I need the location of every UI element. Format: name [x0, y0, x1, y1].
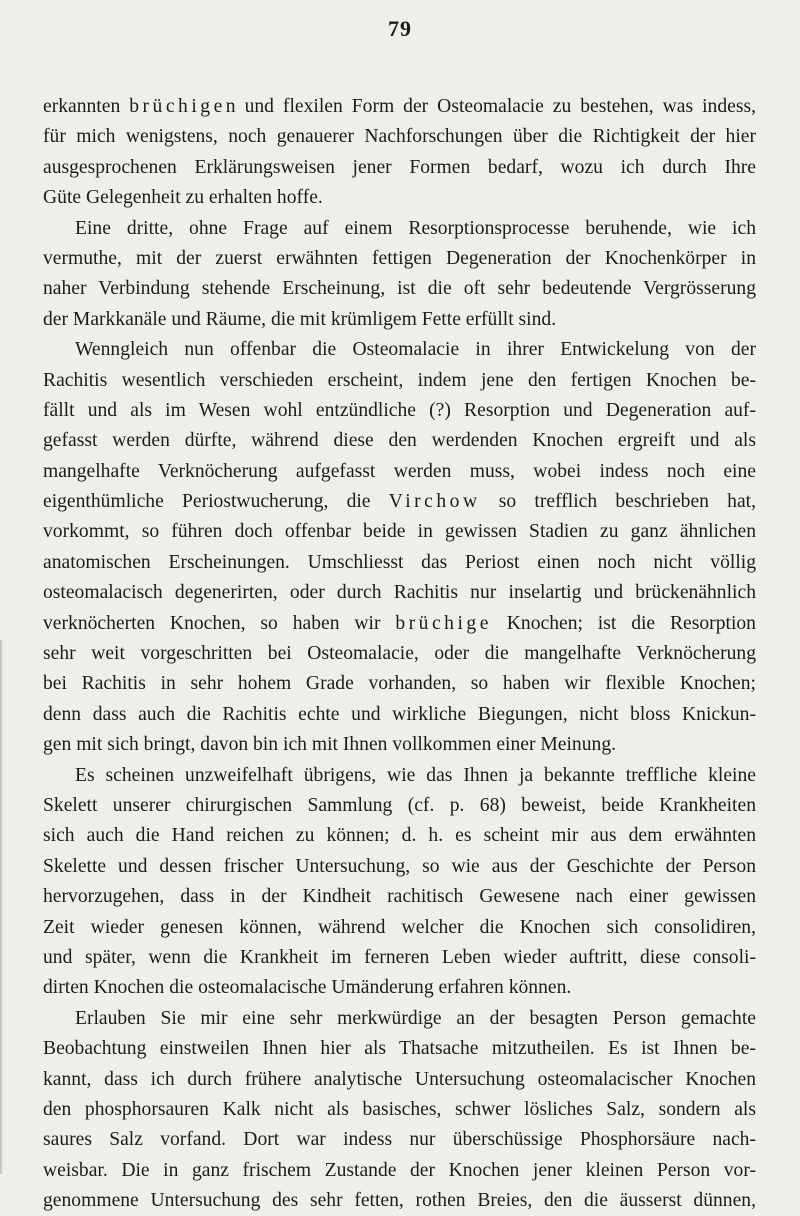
text-line: der Markkanäle und Räume, die mit krümligem Fette erfüllt sind.: [43, 308, 557, 330]
emphasized-word: Virchow: [388, 491, 481, 513]
text-line: kannt, dass ich durch frühere analytische Untersuchung osteomalacischer Knochen: [43, 1068, 756, 1090]
text-line: Eine dritte, ohne Frage auf einem Resorptionsprocesse beruhende, wie ich: [75, 217, 756, 239]
page-number: 79: [388, 16, 412, 41]
text-line: verknöcherten Knochen, so haben wir brüchige Knochen; ist die Resorption: [43, 612, 756, 634]
text-line: gefasst werden dürfte, während diese den werdenden Knochen ergreift und als: [43, 430, 756, 452]
text-line: genommene Untersuchung des sehr fetten, rothen Breies, den die äusserst dünnen,: [43, 1190, 756, 1212]
text-line: vermuthe, mit der zuerst erwähnten fettigen Degeneration der Knochenkörper in: [43, 247, 756, 269]
emphasized-word: brüchige: [395, 612, 492, 634]
text-line: naher Verbindung stehende Erscheinung, ist die oft sehr bedeutende Vergrösserung: [43, 278, 756, 300]
text-line: eigenthümliche Periostwucherung, die Virchow so trefflich beschrieben hat,: [43, 491, 756, 513]
text-line: vorkommt, so führen doch offenbar beide in gewissen Stadien zu ganz ähnlichen: [43, 521, 756, 543]
text-line: osteomalacisch degenerirten, oder durch Rachitis nur inselartig und brückenähnlich: [43, 582, 756, 604]
text-line: weisbar. Die in ganz frischem Zustande der Knochen jener kleinen Person vor-: [43, 1159, 756, 1181]
text-line: sehr weit vorgeschritten bei Osteomalacie, oder die mangelhafte Verknöcherung: [43, 643, 756, 665]
text-line: den phosphorsauren Kalk nicht als basisches, schwer lösliches Salz, sondern als: [43, 1098, 756, 1120]
text-line: für mich wenigstens, noch genauerer Nachforschungen über die Richtigkeit der hier: [43, 126, 756, 148]
text-line: anatomischen Erscheinungen. Umschliesst das Periost einen noch nicht völlig: [43, 551, 756, 573]
text-line: mangelhafte Verknöcherung aufgefasst werden muss, wobei indess noch eine: [43, 460, 756, 482]
text-line: Skelette und dessen frischer Untersuchung, so wie aus der Geschichte der Person: [43, 855, 756, 877]
emphasized-word: brüchige: [129, 96, 226, 117]
body-text: [43, 92, 756, 1216]
text-line: bei Rachitis in sehr hohem Grade vorhanden, so haben wir flexible Knochen;: [43, 673, 756, 695]
text-line: gen mit sich bringt, davon bin ich mit Ihnen vollkommen einer Meinung.: [43, 734, 617, 756]
text-line: Es scheinen unzweifelhaft übrigens, wie das Ihnen ja bekannte treffliche kleine: [75, 764, 756, 786]
text-line: Erlauben Sie mir eine sehr merkwürdige an der besagten Person gemachte: [75, 1007, 756, 1029]
text-line: denn dass auch die Rachitis echte und wirkliche Biegungen, nicht bloss Knickun-: [43, 703, 756, 725]
text-line: dirten Knochen die osteomalacische Umänderung erfahren können.: [43, 977, 572, 999]
text-line: Rachitis wesentlich verschieden erscheint, indem jene den fertigen Knochen be-: [43, 369, 756, 391]
text-line: erkannten brüchigen und flexilen Form der Osteomalacie zu bestehen, was indess,: [43, 96, 756, 117]
page-edge-shadow: [0, 640, 3, 1174]
text-line: fällt und als im Wesen wohl entzündliche (?) Resorption und Degeneration auf-: [43, 399, 756, 421]
text-line: hervorzugehen, dass in der Kindheit rachitisch Gewesene nach einer gewissen: [43, 886, 756, 908]
text-line: sich auch die Hand reichen zu können; d. h. es scheint mir aus dem erwähnten: [43, 825, 756, 847]
text-line: Zeit wieder genesen können, während welcher die Knochen sich consolidiren,: [43, 916, 756, 938]
text-line: saures Salz vorfand. Dort war indess nur überschüssige Phosphorsäure nach-: [43, 1129, 756, 1151]
text-line: Skelett unserer chirurgischen Sammlung (cf. p. 68) beweist, beide Krankheiten: [43, 794, 756, 816]
text-line: Güte Gelegenheit zu erhalten hoffe.: [43, 187, 323, 209]
text-line: Wenngleich nun offenbar die Osteomalacie in ihrer Entwickelung von der: [75, 339, 756, 361]
text-line: ausgesprochenen Erklärungsweisen jener Formen bedarf, wozu ich durch Ihre: [43, 156, 756, 178]
text-line: und später, wenn die Krankheit im ferneren Leben wieder auftritt, diese consoli-: [43, 946, 756, 968]
text-line: Beobachtung einstweilen Ihnen hier als Thatsache mitzutheilen. Es ist Ihnen be-: [43, 1038, 756, 1060]
